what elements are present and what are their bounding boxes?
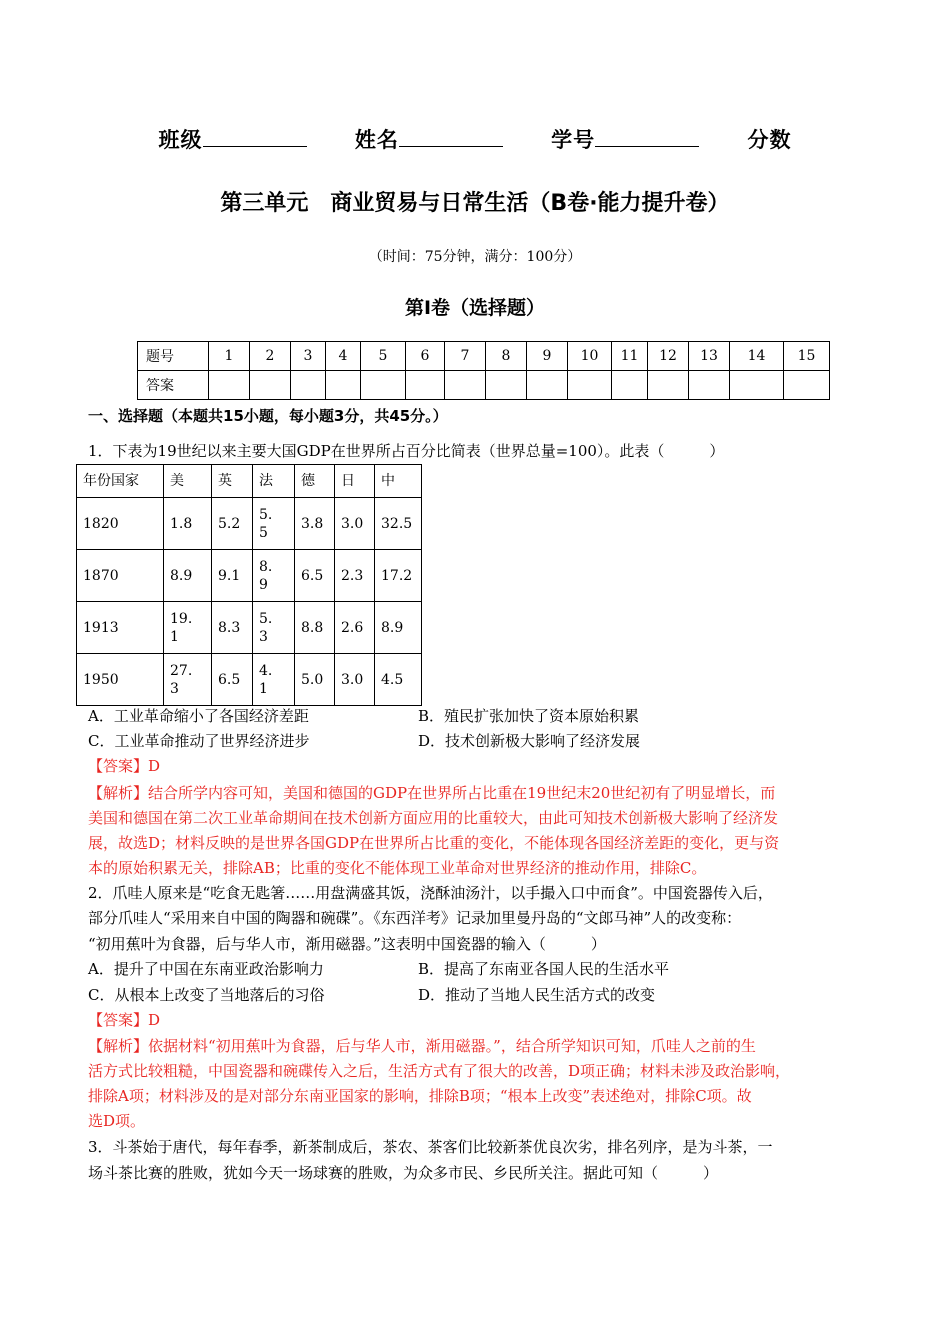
answer-grid [137,341,830,400]
answer-cell[interactable] [730,371,784,400]
exam-subtitle: （时间：75分钟，满分：100分） [368,249,582,265]
answer-number: 2 [250,342,291,371]
gdp-header-row [77,465,422,498]
gdp-header-cell: 中 [375,465,422,498]
gdp-cell: 27. 3 [164,654,212,706]
answer-grid-label: 答案 [138,371,209,400]
answer-cell[interactable] [361,371,406,400]
gdp-cell: 19. 1 [164,602,212,654]
answer-number: 13 [689,342,730,371]
q1-answer: 【答案】D [88,757,161,775]
part-heading: 一、选择题（本题共15小题，每小题3分，共45分。） [88,407,448,425]
gdp-header-cell: 法 [253,465,295,498]
gdp-cell: 1820 [77,498,164,550]
q1-analysis: 美国和德国在第二次工业革命期间在技术创新方面应用的比重较大，由此可知技术创新极大影响了经济发 [88,809,779,827]
q3-stem: 场斗茶比赛的胜败，犹如今天一场球赛的胜败，为众多市民、乡民所关注。据此可知（ ） [88,1164,719,1182]
answer-cell[interactable] [784,371,830,400]
name-field: 姓名 [355,124,503,154]
gdp-cell: 4.5 [375,654,422,706]
answer-number: 7 [445,342,486,371]
q1-analysis: 本的原始积累无关，排除AB；比重的变化不能体现工业革命对世界经济的推动作用，排除C。 [88,859,707,877]
answer-number: 10 [568,342,612,371]
gdp-cell: 6.5 [295,550,335,602]
answer-cell[interactable] [689,371,730,400]
gdp-cell: 3.0 [335,654,375,706]
answer-cell[interactable] [291,371,326,400]
answer-number: 1 [209,342,250,371]
class-blank[interactable] [203,128,307,147]
q2-stem: 2．爪哇人原来是“吃食无匙箸……用盘满盛其饭，浇酥油汤汁，以手撮入口中而食”。中国瓷器传入后， [88,884,773,902]
gdp-row [77,602,422,654]
gdp-cell: 8.8 [295,602,335,654]
gdp-cell: 1950 [77,654,164,706]
gdp-header-cell: 日 [335,465,375,498]
gdp-cell: 3.0 [335,498,375,550]
q2-analysis: 【解析】依据材料“初用蕉叶为食器，后与华人市，渐用磁器。”，结合所学知识可知，爪哇人之前的生 [88,1037,756,1055]
gdp-row [77,550,422,602]
q3-stem: 3．斗茶始于唐代，每年春季，新茶制成后，茶农、茶客们比较新茶优良次劣，排名列序，是为斗茶，一 [88,1138,773,1156]
answer-number: 4 [326,342,361,371]
gdp-cell: 9.1 [212,550,253,602]
gdp-header-cell: 年份国家 [77,465,164,498]
q1-option-b[interactable]: B．殖民扩张加快了资本原始积累 [418,707,640,725]
q1-analysis: 展，故选D；材料反映的是世界各国GDP在世界所占比重的变化，不能体现各国经济差距的变化，更与资 [88,834,780,852]
gdp-table [76,464,422,706]
q1-analysis: 【解析】结合所学内容可知，美国和德国的GDP在世界所占比重在19世纪末20世纪初有了明显增长，而 [88,784,776,802]
gdp-cell: 5.2 [212,498,253,550]
q2-analysis: 排除A项；材料涉及的是对部分东南亚国家的影响，排除B项；“根本上改变”表述绝对，排除C项。故 [88,1087,752,1105]
answer-cell[interactable] [326,371,361,400]
q1-option-c[interactable]: C．工业革命推动了世界经济进步 [88,732,310,750]
q2-analysis: 活方式比较粗糙，中国瓷器和碗碟传入之后，生活方式有了很大的改善，D项正确；材料未涉及政治影响， [88,1062,791,1080]
exam-title: 第三单元 商业贸易与日常生活（B卷·能力提升卷） [220,191,730,216]
answer-cell[interactable] [406,371,445,400]
gdp-cell: 1870 [77,550,164,602]
answer-cell[interactable] [250,371,291,400]
gdp-cell: 5. 5 [253,498,295,550]
answer-number: 5 [361,342,406,371]
gdp-cell: 3.8 [295,498,335,550]
gdp-cell: 4. 1 [253,654,295,706]
gdp-cell: 8.9 [375,602,422,654]
q2-option-b[interactable]: B．提高了东南亚各国人民的生活水平 [418,960,670,978]
answer-number: 6 [406,342,445,371]
answer-grid-label: 题号 [138,342,209,371]
q2-option-a[interactable]: A．提升了中国在东南亚政治影响力 [88,960,324,978]
q1-option-d[interactable]: D．技术创新极大影响了经济发展 [418,732,641,750]
section-title: 第Ⅰ卷（选择题） [404,297,546,319]
gdp-cell: 2.3 [335,550,375,602]
gdp-cell: 1.8 [164,498,212,550]
gdp-cell: 8.3 [212,602,253,654]
answer-cell[interactable] [527,371,568,400]
q1-stem: 1．下表为19世纪以来主要大国GDP在世界所占百分比简表（世界总量=100）。此表（ ） [88,442,725,460]
gdp-row [77,654,422,706]
gdp-cell: 32.5 [375,498,422,550]
answer-grid-number-row [138,342,830,371]
gdp-cell: 2.6 [335,602,375,654]
answer-cell[interactable] [612,371,648,400]
answer-number: 3 [291,342,326,371]
gdp-header-cell: 德 [295,465,335,498]
q2-answer: 【答案】D [88,1011,161,1029]
answer-number: 8 [486,342,527,371]
gdp-cell: 8. 9 [253,550,295,602]
q2-option-c[interactable]: C．从根本上改变了当地落后的习俗 [88,986,325,1004]
answer-grid-answer-row [138,371,830,400]
id-blank[interactable] [595,128,699,147]
answer-number: 15 [784,342,830,371]
id-field: 学号 [551,124,699,154]
student-info-line [0,124,950,154]
q2-stem: “初用蕉叶为食器，后与华人市，渐用磁器。”这表明中国瓷器的输入（ ） [88,935,606,953]
answer-cell[interactable] [648,371,689,400]
answer-cell[interactable] [445,371,486,400]
gdp-cell: 1913 [77,602,164,654]
q1-option-a[interactable]: A．工业革命缩小了各国经济差距 [88,707,309,725]
q2-stem: 部分爪哇人“采用来自中国的陶器和碗碟”。《东西洋考》记录加里曼丹岛的“文郎马神”人的改变称： [88,909,742,927]
answer-number: 12 [648,342,689,371]
gdp-header-cell: 美 [164,465,212,498]
gdp-header-cell: 英 [212,465,253,498]
gdp-cell: 6.5 [212,654,253,706]
gdp-row [77,498,422,550]
gdp-cell: 8.9 [164,550,212,602]
answer-number: 9 [527,342,568,371]
answer-number: 14 [730,342,784,371]
gdp-cell: 5. 3 [253,602,295,654]
score-field: 分数 [747,128,792,152]
name-blank[interactable] [399,128,503,147]
answer-number: 11 [612,342,648,371]
gdp-cell: 5.0 [295,654,335,706]
gdp-cell: 17.2 [375,550,422,602]
class-field: 班级 [159,124,307,154]
answer-cell[interactable] [568,371,612,400]
q2-option-d[interactable]: D．推动了当地人民生活方式的改变 [418,986,656,1004]
answer-cell[interactable] [209,371,250,400]
q2-analysis: 选D项。 [88,1112,146,1130]
answer-cell[interactable] [486,371,527,400]
